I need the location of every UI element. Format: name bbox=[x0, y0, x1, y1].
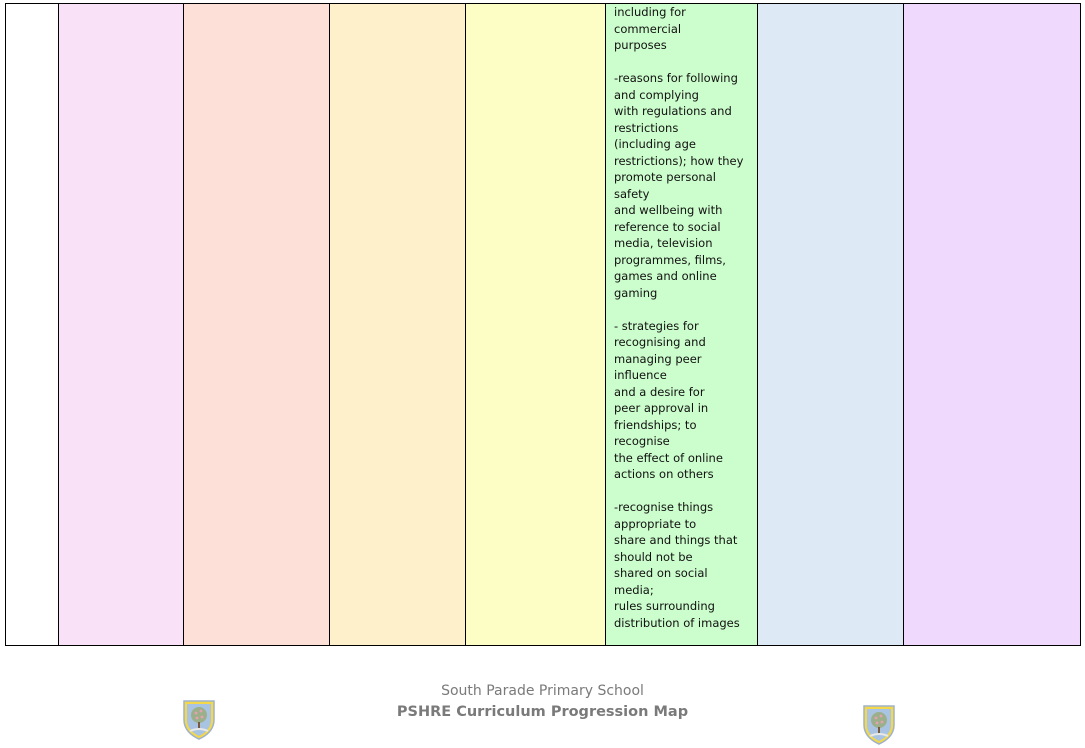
table-column-blue bbox=[758, 4, 904, 645]
table-column-pink bbox=[59, 4, 184, 645]
school-crest-icon bbox=[862, 703, 896, 745]
table-column-green bbox=[606, 4, 758, 645]
table-cell-text: including for commercial purposes -reasons for following and complying with regulations and restrictions (including age restrictions); how they promote personal safety and wellbeing with reference to social media, television programmes, films, games and online gaming - strategies for recognising and managing peer influence and a desire for peer approval in friendships; to recognise the effect of online actions on others -recognise things appropriate to share and things that should not be shared on social media; rules surrounding distribution of images bbox=[614, 5, 744, 630]
table-column-orange bbox=[330, 4, 466, 645]
footer-school-name: South Parade Primary School bbox=[441, 683, 644, 699]
curriculum-table bbox=[5, 3, 1081, 646]
table-column-blank bbox=[6, 4, 59, 645]
table-column-yellow bbox=[466, 4, 606, 645]
table-column-peach bbox=[184, 4, 330, 645]
table-column-lilac bbox=[904, 4, 1080, 645]
school-crest-icon bbox=[182, 698, 216, 740]
footer-document-title: PSHRE Curriculum Progression Map bbox=[396, 704, 689, 720]
